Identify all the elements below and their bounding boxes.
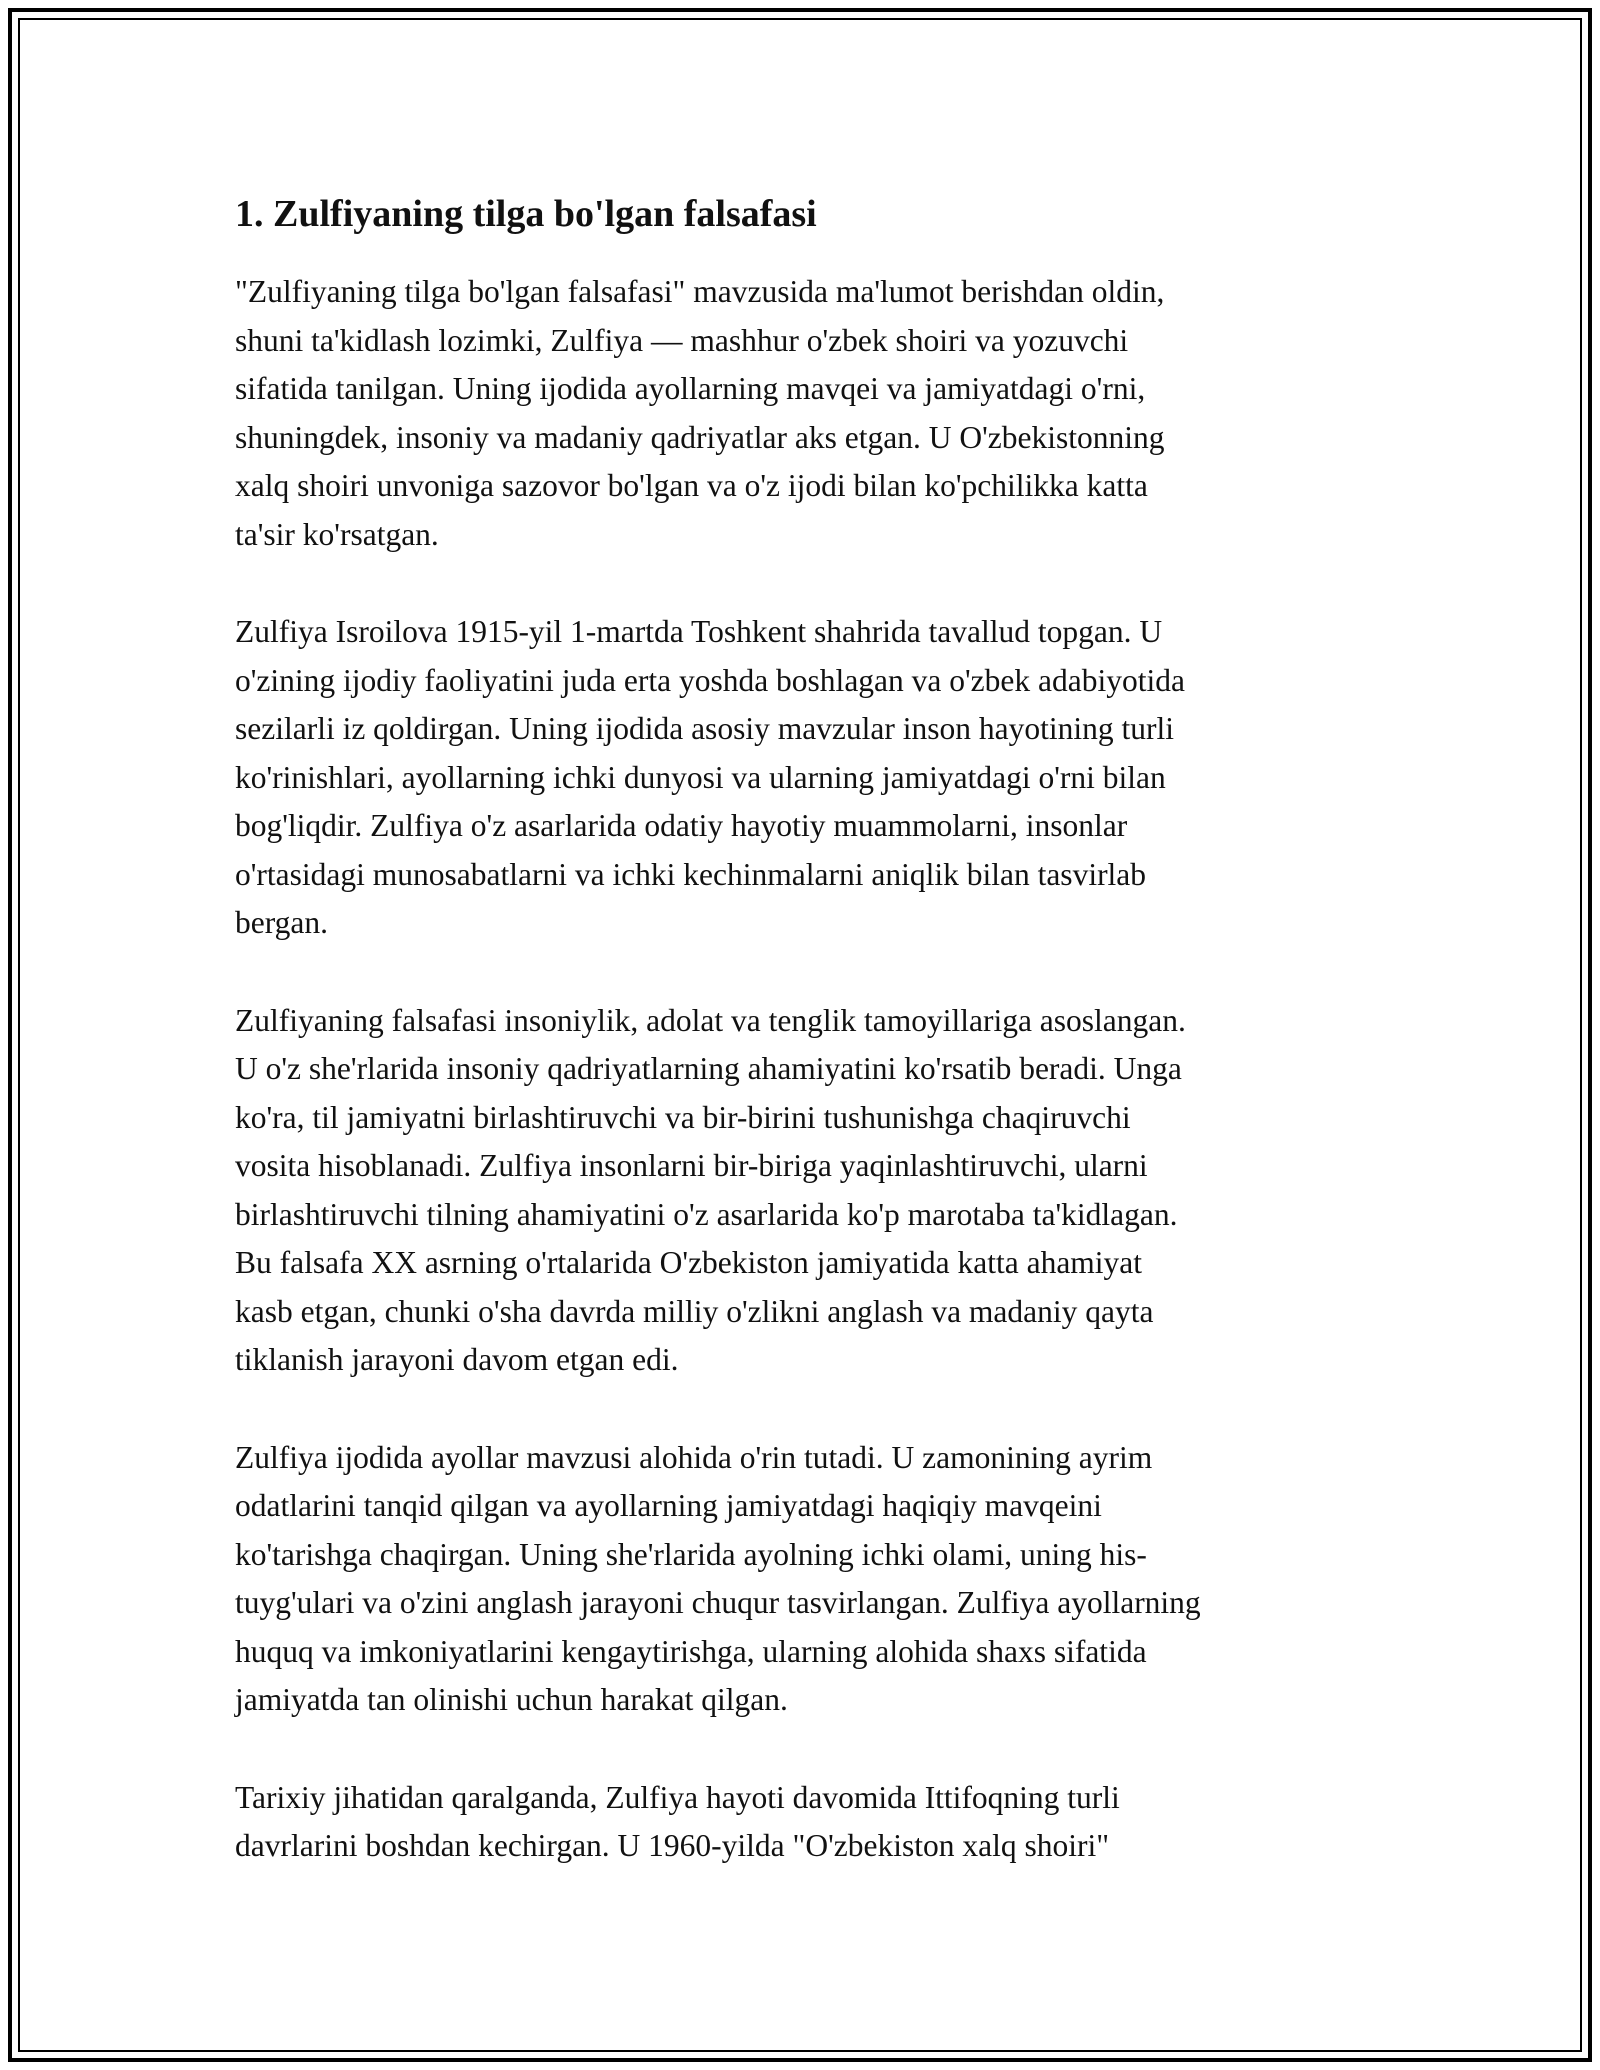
paragraph-5 bbox=[235, 1774, 1375, 1871]
text-line: bergan. bbox=[235, 905, 329, 940]
text-line: huquq va imkoniyatlarini kengaytirishga, ularning alohida shaxs sifatida bbox=[235, 1633, 1147, 1669]
text-line: shuni ta'kidlash lozimki, Zulfiya — mashhur o'zbek shoiri va yozuvchi bbox=[235, 322, 1129, 358]
text-line: Zulfiya ijodida ayollar mavzusi alohida o'rin tutadi. U zamonining ayrim bbox=[235, 1439, 1153, 1475]
text-line: jamiyatda tan olinishi uchun harakat qilgan. bbox=[235, 1682, 788, 1717]
document-body bbox=[235, 186, 1375, 1920]
paragraph-4 bbox=[235, 1434, 1375, 1725]
text-line: "Zulfiyaning tilga bo'lgan falsafasi" mavzusida ma'lumot berishdan oldin, bbox=[235, 274, 1165, 309]
text-line: davrlarini boshdan kechirgan. U 1960-yilda "O'zbekiston xalq shoiri" bbox=[235, 1828, 1110, 1863]
text-line: tiklanish jarayoni davom etgan edi. bbox=[235, 1342, 679, 1377]
text-line: Zulfiya Isroilova 1915-yil 1-martda Toshkent shahrida tavallud topgan. U bbox=[235, 614, 1163, 649]
text-line: kasb etgan, chunki o'sha davrda milliy o'zlikni anglash va madaniy qayta bbox=[235, 1293, 1154, 1329]
paragraph-2 bbox=[235, 608, 1375, 948]
text-line: Zulfiyaning falsafasi insoniylik, adolat va tenglik tamoyillariga asoslangan. bbox=[235, 1002, 1186, 1038]
text-line: odatlarini tanqid qilgan va ayollarning jamiyatdagi haqiqiy mavqeini bbox=[235, 1488, 1102, 1523]
text-line: ta'sir ko'rsatgan. bbox=[235, 516, 439, 552]
paragraph-3 bbox=[235, 997, 1375, 1385]
text-line: ko'rinishlari, ayollarning ichki dunyosi va ularning jamiyatdagi o'rni bilan bbox=[235, 759, 1166, 795]
paragraph-1 bbox=[235, 268, 1375, 559]
text-line: bog'liqdir. Zulfiya o'z asarlarida odatiy hayotiy muammolarni, insonlar bbox=[235, 808, 1128, 843]
text-line: o'zining ijodiy faoliyatini juda erta yoshda boshlagan va o'zbek adabiyotida bbox=[235, 662, 1185, 698]
text-line: shuningdek, insoniy va madaniy qadriyatlar aks etgan. U O'zbekistonning bbox=[235, 419, 1165, 455]
text-line: o'rtasidagi munosabatlarni va ichki kechinmalarni aniqlik bilan tasvirlab bbox=[235, 856, 1147, 892]
text-line: sifatida tanilgan. Uning ijodida ayollarning mavqei va jamiyatdagi o'rni, bbox=[235, 371, 1146, 406]
text-line: vosita hisoblanadi. Zulfiya insonlarni bir-biriga yaqinlashtiruvchi, ularni bbox=[235, 1148, 1148, 1183]
text-line: ko'ra, til jamiyatni birlashtiruvchi va bir-birini tushunishga chaqiruvchi bbox=[235, 1099, 1131, 1135]
text-line: sezilarli iz qoldirgan. Uning ijodida asosiy mavzular inson hayotining turli bbox=[235, 711, 1175, 746]
text-line: Bu falsafa XX asrning o'rtalarida O'zbekiston jamiyatida katta ahamiyat bbox=[235, 1245, 1143, 1280]
text-line: birlashtiruvchi tilning ahamiyatini o'z asarlarida ko'p marotaba ta'kidlagan. bbox=[235, 1196, 1178, 1232]
text-line: tuyg'ulari va o'zini anglash jarayoni chuqur tasvirlangan. Zulfiya ayollarning bbox=[235, 1585, 1201, 1620]
text-line: xalq shoiri unvoniga sazovor bo'lgan va o'z ijodi bilan ko'pchilikka katta bbox=[235, 468, 1148, 503]
text-line: ko'tarishga chaqirgan. Uning she'rlarida ayolning ichki olami, uning his- bbox=[235, 1536, 1147, 1572]
section-heading: 1. Zulfiyaning tilga bo'lgan falsafasi bbox=[235, 193, 817, 235]
text-line: U o'z she'rlarida insoniy qadriyatlarning ahamiyatini ko'rsatib beradi. Unga bbox=[235, 1051, 1182, 1086]
text-line: Tarixiy jihatidan qaralganda, Zulfiya hayoti davomida Ittifoqning turli bbox=[235, 1779, 1120, 1815]
